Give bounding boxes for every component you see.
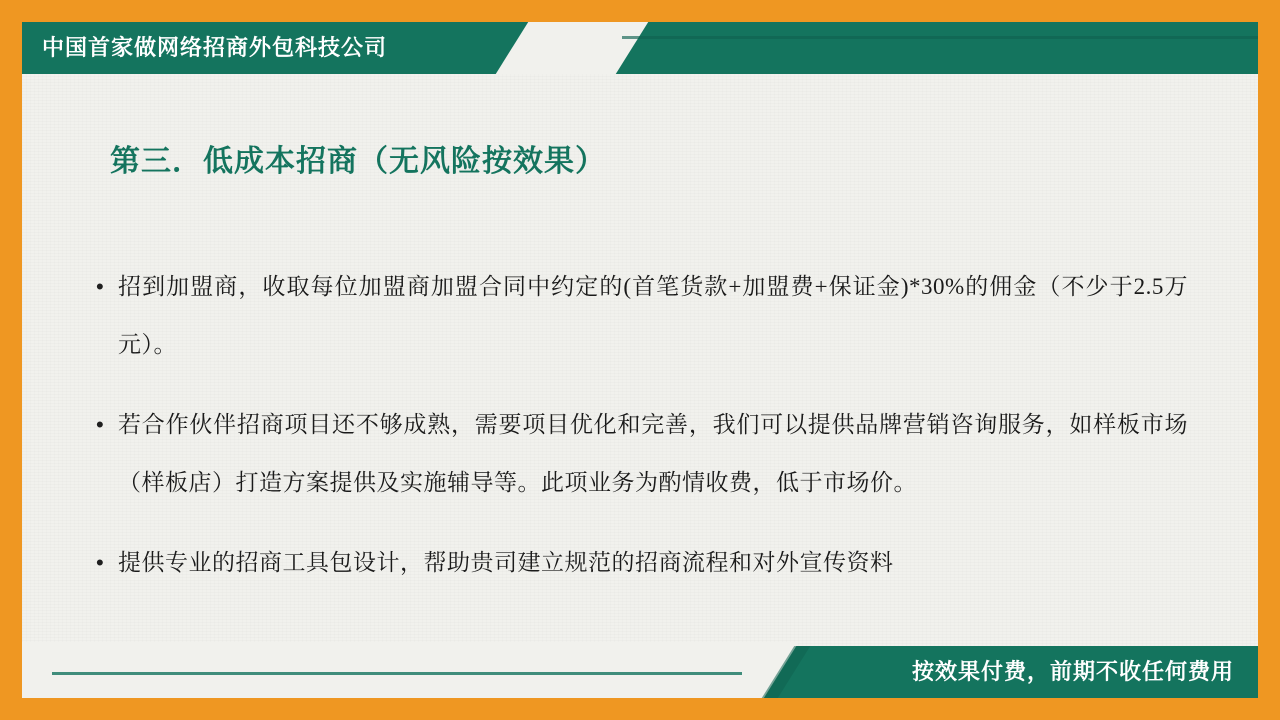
list-item-text: 提供专业的招商工具包设计，帮助贵司建立规范的招商流程和对外宣传资料 — [118, 550, 894, 575]
list-item — [96, 396, 1188, 512]
slide-header — [22, 22, 1258, 74]
header-title: 中国首家做网络招商外包科技公司 — [42, 35, 388, 60]
bullet-marker-icon: • — [96, 274, 104, 299]
footer-tagline: 按效果付费，前期不收任何费用 — [911, 659, 1234, 684]
list-item-text: 招到加盟商，收取每位加盟商加盟合同中约定的(首笔货款+加盟费+保证金)*30%的佣金（不少于2.5万元）。 — [118, 274, 1188, 357]
footer-divider-line — [52, 672, 742, 675]
list-item — [96, 534, 1188, 592]
list-item-text: 若合作伙伴招商项目还不够成熟，需要项目优化和完善，我们可以提供品牌营销咨询服务，如样板市场（样板店）打造方案提供及实施辅导等。此项业务为酌情收费，低于市场价。 — [118, 412, 1188, 495]
page-title: 第三．低成本招商（无风险按效果） — [110, 145, 606, 178]
list-item — [96, 258, 1188, 374]
bullet-list — [96, 258, 1188, 614]
footer-cut-shape — [22, 642, 800, 698]
bullet-marker-icon: • — [96, 412, 104, 437]
slide-footer — [22, 642, 1258, 698]
bullet-marker-icon: • — [96, 550, 104, 575]
header-divider-line — [622, 36, 1258, 39]
